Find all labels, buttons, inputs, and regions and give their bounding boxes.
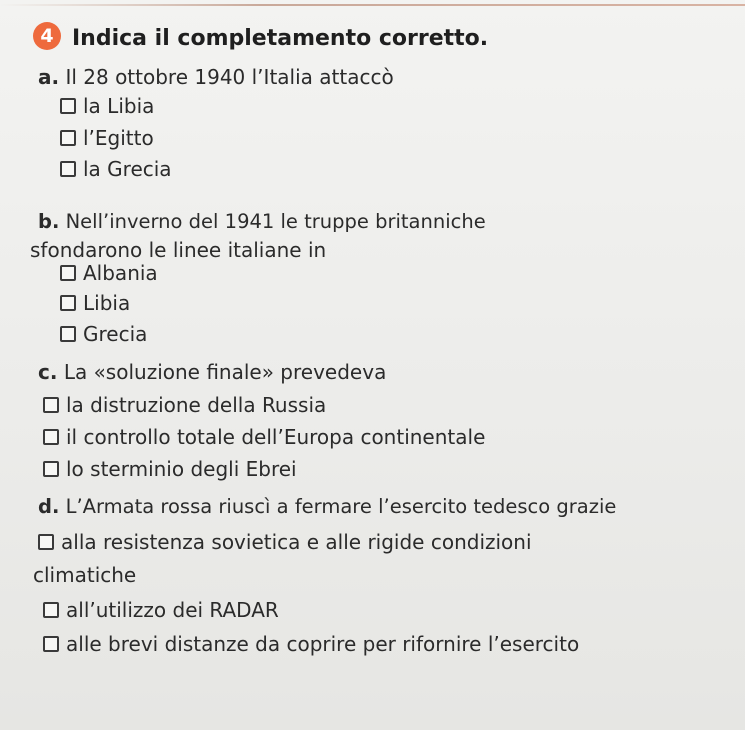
question-a [38, 65, 394, 89]
question-c [38, 360, 386, 384]
checkbox[interactable] [43, 602, 59, 618]
checkbox[interactable] [60, 326, 76, 342]
option-label: Libia [83, 291, 131, 315]
checkbox[interactable] [43, 636, 59, 652]
option-label: la Libia [83, 94, 155, 118]
option-a1[interactable] [60, 94, 154, 118]
checkbox[interactable] [60, 98, 76, 114]
option-d1[interactable] [38, 530, 532, 554]
exercise-number-badge: 4 [33, 22, 61, 50]
option-a2[interactable] [60, 126, 154, 150]
question-text: L’Armata rossa riuscì a fermare l’esercito tedesco grazie [65, 495, 617, 518]
checkbox[interactable] [60, 265, 76, 281]
checkbox[interactable] [38, 534, 54, 550]
question-text: Nell’inverno del 1941 le truppe britanniche [65, 210, 486, 233]
option-label: Albania [83, 261, 158, 285]
option-label: il controllo totale dell’Europa continentale [66, 425, 486, 449]
question-letter: c. [38, 360, 58, 384]
checkbox[interactable] [60, 161, 76, 177]
checkbox[interactable] [43, 429, 59, 445]
option-label: l’Egitto [83, 126, 154, 150]
checkbox[interactable] [60, 295, 76, 311]
option-label: Grecia [83, 322, 148, 346]
checkbox[interactable] [43, 397, 59, 413]
option-a3[interactable] [60, 157, 172, 181]
question-letter: b. [38, 210, 60, 233]
question-b [38, 210, 486, 233]
option-d1-continuation: climatiche [33, 563, 137, 587]
checkbox[interactable] [60, 130, 76, 146]
exercise-title: Indica il completamento corretto. [72, 26, 489, 51]
option-label: alla resistenza sovietica e alle rigide condizioni [61, 530, 532, 554]
option-d3[interactable] [43, 632, 579, 656]
option-label: lo sterminio degli Ebrei [66, 457, 297, 481]
question-letter: a. [38, 65, 60, 89]
checkbox[interactable] [43, 461, 59, 477]
option-c2[interactable] [43, 425, 485, 449]
option-label: la Grecia [83, 157, 172, 181]
option-c1[interactable] [43, 393, 326, 417]
question-text: La «soluzione finale» prevedeva [63, 360, 387, 384]
option-label: all’utilizzo dei RADAR [66, 598, 279, 622]
option-label: alle brevi distanze da coprire per rifornire l’esercito [66, 632, 580, 656]
option-c3[interactable] [43, 457, 297, 481]
question-text: Il 28 ottobre 1940 l’Italia attaccò [65, 65, 394, 89]
option-d2[interactable] [43, 598, 279, 622]
option-b1[interactable] [60, 261, 158, 285]
question-b-continuation: sfondarono le linee italiane in [30, 238, 327, 262]
option-b3[interactable] [60, 322, 147, 346]
option-label: la distruzione della Russia [66, 393, 327, 417]
question-d [38, 495, 616, 518]
option-b2[interactable] [60, 291, 130, 315]
question-letter: d. [38, 495, 60, 518]
